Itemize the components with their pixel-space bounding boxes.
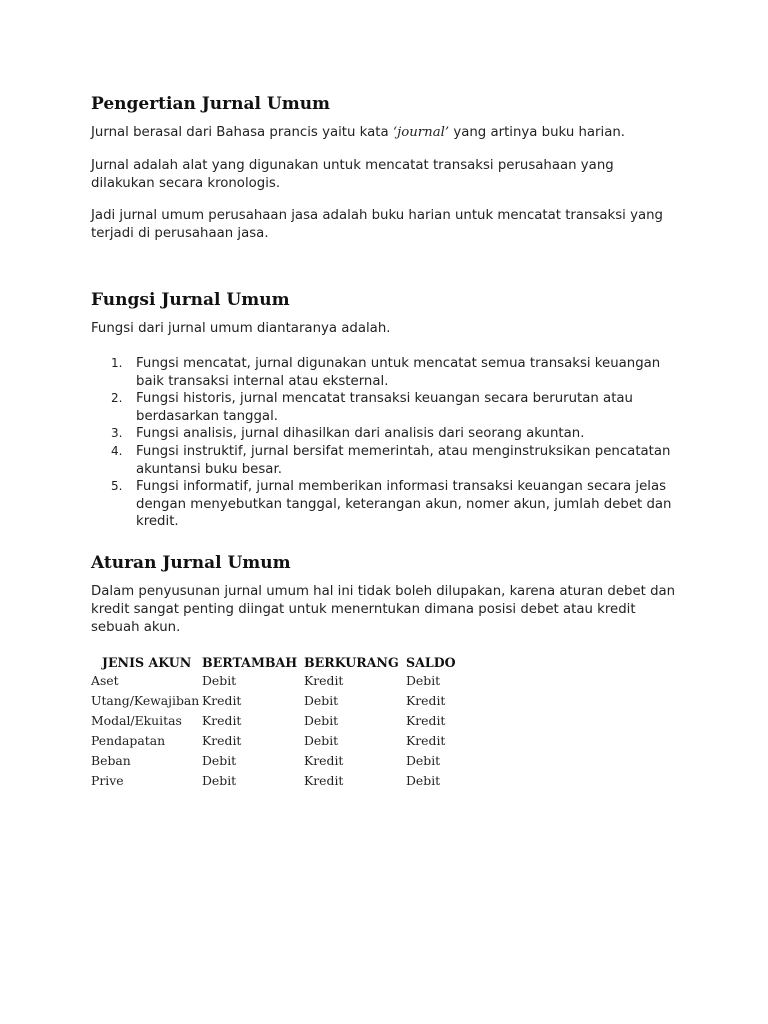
heading-pengertian: Pengertian Jurnal Umum	[91, 94, 331, 114]
heading-fungsi: Fungsi Jurnal Umum	[91, 290, 290, 310]
table-row	[91, 770, 466, 790]
text-line: berdasarkan tanggal.	[136, 408, 278, 424]
text-line: terjadi di perusahaan jasa.	[91, 226, 269, 241]
cell-berkurang: Kredit	[304, 752, 344, 768]
list-number: 1.	[111, 356, 123, 370]
cell-berkurang: Debit	[304, 732, 339, 748]
text-line: Fungsi historis, jurnal mencatat transaksi keuangan secara berurutan atau	[136, 391, 633, 407]
cell-bertambah: Debit	[202, 672, 237, 688]
fungsi-list	[91, 355, 691, 531]
cell-saldo: Debit	[406, 772, 441, 788]
cell-bertambah: Debit	[202, 752, 237, 768]
list-item	[91, 425, 691, 443]
cell-saldo: Debit	[406, 672, 441, 688]
aturan-debet-kredit-table	[91, 651, 466, 790]
cell-jenis-akun: Pendapatan	[91, 732, 166, 748]
list-item	[91, 355, 691, 390]
column-header-berkurang: BERKURANG	[304, 655, 399, 670]
column-header-bertambah: BERTAMBAH	[202, 655, 298, 670]
cell-saldo: Debit	[406, 752, 441, 768]
list-item	[91, 443, 691, 478]
journal-origin-text-after: yang artinya buku harian.	[449, 125, 626, 140]
cell-bertambah: Kredit	[202, 692, 242, 708]
paragraph-journal-conclusion	[91, 207, 681, 243]
text-line: Dalam penyusunan jurnal umum hal ini tidak boleh dilupakan, karena aturan debet dan	[91, 584, 676, 599]
cell-berkurang: Kredit	[304, 672, 344, 688]
table-row	[91, 690, 466, 710]
cell-saldo: Kredit	[406, 732, 446, 748]
text-line: Fungsi mencatat, jurnal digunakan untuk mencatat semua transaksi keuangan	[136, 356, 661, 371]
text-line: kredit sangat penting diingat untuk menerntukan dimana posisi debet atau kredit	[91, 602, 636, 617]
column-header-jenis-akun: JENIS AKUN	[102, 655, 192, 670]
paragraph-aturan	[91, 583, 681, 637]
text-line: dilakukan secara kronologis.	[91, 176, 281, 191]
paragraph-journal-definition	[91, 157, 681, 193]
paragraph-fungsi-intro: Fungsi dari jurnal umum diantaranya adalah.	[91, 321, 391, 336]
cell-berkurang: Kredit	[304, 772, 344, 788]
cell-bertambah: Kredit	[202, 732, 242, 748]
list-number: 2.	[111, 391, 123, 406]
text-line: kredit.	[136, 514, 179, 530]
cell-saldo: Kredit	[406, 692, 446, 708]
text-line: Jadi jurnal umum perusahaan jasa adalah buku harian untuk mencatat transaksi yang	[91, 208, 663, 223]
list-number: 5.	[111, 479, 123, 494]
cell-jenis-akun: Beban	[91, 752, 131, 768]
text-line: Fungsi analisis, jurnal dihasilkan dari analisis dari seorang akuntan.	[136, 426, 585, 442]
list-item	[91, 478, 691, 531]
table-row	[91, 670, 466, 690]
text-line: Fungsi informatif, jurnal memberikan informasi transaksi keuangan secara jelas	[136, 479, 667, 495]
cell-jenis-akun: Aset	[91, 672, 119, 688]
heading-aturan: Aturan Jurnal Umum	[91, 553, 291, 573]
cell-jenis-akun: Prive	[91, 772, 124, 788]
list-number: 4.	[111, 443, 123, 458]
cell-jenis-akun: Utang/Kewajiban	[91, 692, 200, 708]
text-line: Jurnal adalah alat yang digunakan untuk mencatat transaksi perusahaan yang	[91, 158, 614, 173]
text-line: dengan menyebutkan tanggal, keterangan akun, nomer akun, jumlah debet dan	[136, 496, 672, 512]
cell-berkurang: Debit	[304, 692, 339, 708]
document-page	[91, 0, 691, 1024]
cell-jenis-akun: Modal/Ekuitas	[91, 712, 182, 728]
journal-origin-text-before: Jurnal berasal dari Bahasa prancis yaitu kata	[91, 125, 393, 140]
table-row	[91, 730, 466, 750]
text-line: baik transaksi internal atau eksternal.	[136, 373, 389, 389]
text-line: sebuah akun.	[91, 620, 181, 635]
journal-term: ‘journal’	[392, 125, 450, 140]
text-line: Fungsi instruktif, jurnal bersifat memerintah, atau menginstruksikan pencatatan	[136, 443, 671, 459]
text-line: akuntansi buku besar.	[136, 461, 282, 477]
list-number: 3.	[111, 426, 123, 441]
cell-saldo: Kredit	[406, 712, 446, 728]
cell-berkurang: Debit	[304, 712, 339, 728]
list-item	[91, 390, 691, 425]
table-header-row	[91, 651, 466, 670]
paragraph-journal-origin	[91, 124, 681, 142]
column-header-saldo: SALDO	[406, 655, 456, 670]
cell-bertambah: Debit	[202, 772, 237, 788]
table-row	[91, 750, 466, 770]
table-row	[91, 710, 466, 730]
cell-bertambah: Kredit	[202, 712, 242, 728]
